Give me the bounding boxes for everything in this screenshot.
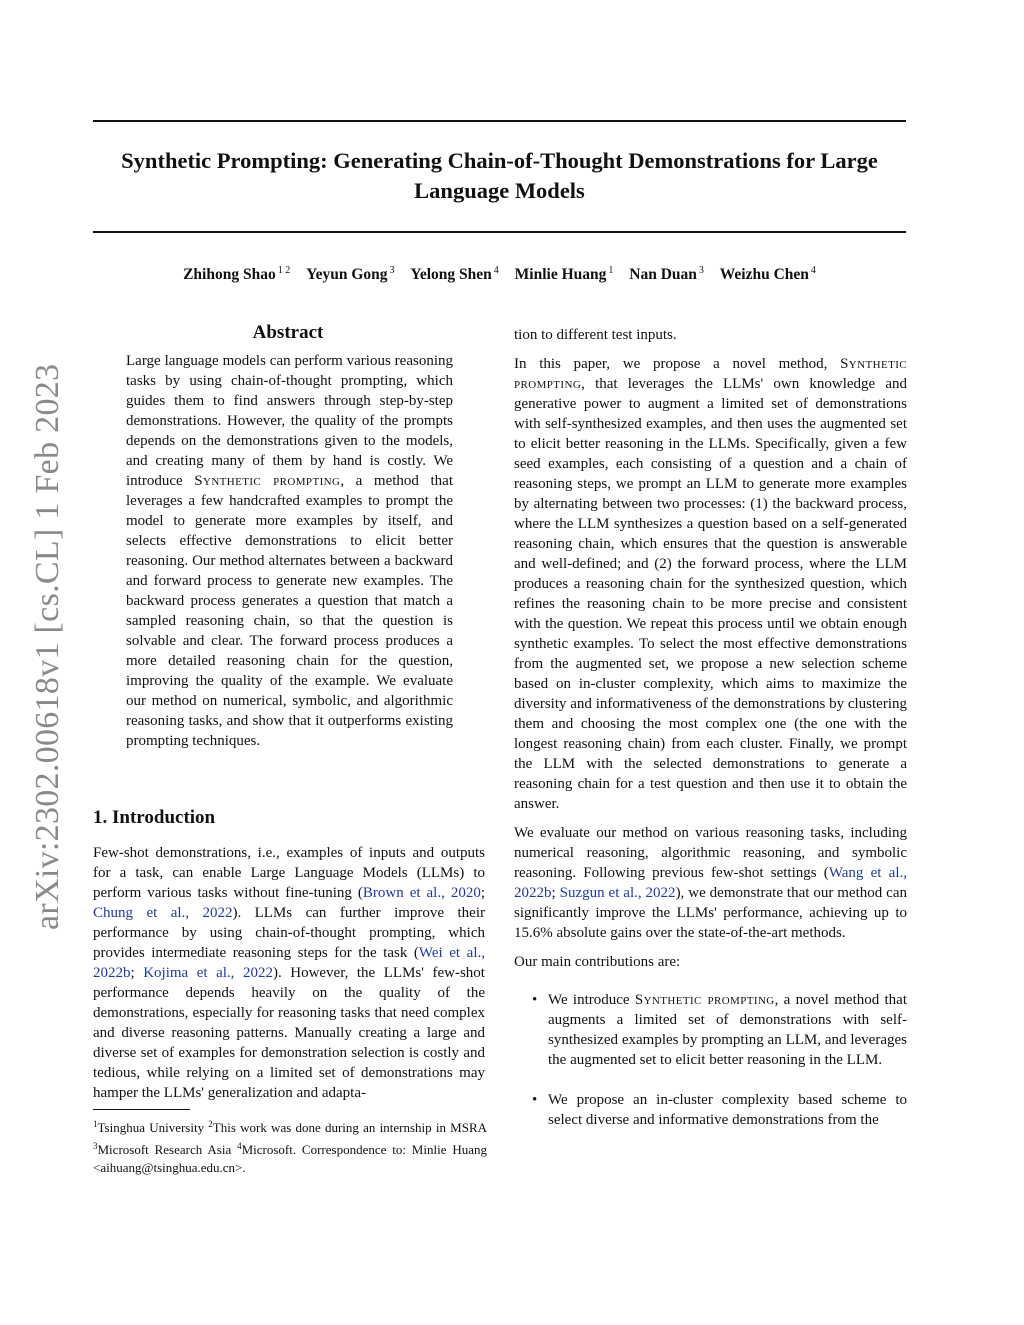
author: Zhihong Shao $^{1 2}$	[183, 265, 291, 283]
author-list	[93, 265, 906, 284]
author: Minlie Huang $^1$	[514, 265, 614, 283]
right-column	[514, 325, 907, 1150]
author: Nan Duan $^3$	[629, 265, 704, 283]
author: Yelong Shen $^4$	[410, 265, 499, 283]
list-item: • We propose an in-cluster complexity based scheme to select diverse and informative demonstrations from the	[532, 1092, 907, 1128]
citation-link[interactable]: Wei et al., 2022b	[93, 945, 485, 981]
citation-link[interactable]: Wang et al., 2022b	[514, 865, 908, 901]
author: Weizhu Chen $^4$	[719, 265, 816, 283]
intro-paragraph-1-continued: tion to different test inputs.	[514, 327, 677, 343]
abstract-heading: Abstract	[252, 322, 324, 343]
method-name: Synthetic prompting	[514, 356, 907, 392]
author: Yeyun Gong $^3$	[306, 265, 395, 283]
intro-paragraph-3: We evaluate our method on various reasoning tasks, including numerical reasoning, algorithmic reasoning, and symbolic reasoning. Following previous few-shot settings (Wang et al., 2022b; Suzgun et al., 2022), we demonstrate that our method can significantly improve the LLMs' performance, achieving up to 15.6% absolute gains over the state-of-the-art methods.	[514, 825, 908, 941]
abstract-body: Large language models can perform various reasoning tasks by using chain-of-thought prompting, which guides them to find answers through step-by-step demonstrations. However, the quality of the prompts depends on the demonstrations given to the models, and creating many of them by hand is costly. We introduce Synthetic prompting, a method that leverages a few handcrafted examples to prompt the model to generate more examples by itself, and selects effective demonstrations to elicit better reasoning. Our method alternates between a backward and forward process to generate new examples. The backward process generates a question that match a sampled reasoning chain, so that the question is solvable and clear. The forward process produces a more detailed reasoning chain for the question, improving the quality of the example. We evaluate our method on numerical, symbolic, and algorithmic reasoning tasks, and show that it outperforms existing prompting techniques.	[126, 353, 453, 749]
intro-paragraph-2: In this paper, we propose a novel method, Synthetic prompting, that leverages the LLMs' own knowledge and generative power to augment a limited set of demonstrations with self-synthesized examples, and then uses the augmented set to elicit better reasoning in the LLMs. Specifically, given a few seed examples, each consisting of a question and a chain of reasoning steps, we prompt an LLM to generate more examples by alternating between two processes: (1) the backward process, where the LLM synthesizes a question based on a self-generated reasoning chain, which ensures that the question is answerable and well-defined; and (2) the forward process, where the LLM produces a reasoning chain for the synthesized question, which refines the reasoning chain to be more precise and consistent with the question. We repeat this process until we obtain enough synthetic examples. To select the most effective demonstrations from the augmented set, we propose a new selection scheme based on in-cluster complexity, which aims to maximize the diversity and informativeness of the demonstrations by clustering them and choosing the most complex one (the one with the longest reasoning chain) from each cluster. Finally, we prompt the LLM with the selected demonstrations to generate a reasoning chain for a test question and then use it to obtain the answer.	[514, 356, 907, 812]
title-bottom-rule	[93, 231, 906, 233]
contributions-lead: Our main contributions are:	[514, 954, 681, 970]
title-top-rule	[93, 120, 906, 122]
intro-paragraph-1: Few-shot demonstrations, i.e., examples of inputs and outputs for a task, can enable Large Language Models (LLMs) to perform various tasks without fine-tuning (Brown et al., 2020; Chung et al., 2022). LLMs can further improve their performance by using chain-of-thought prompting, which provides intermediate reasoning steps for the task (Wei et al., 2022b; Kojima et al., 2022). However, the LLMs' few-shot performance depends heavily on the quality of the demonstrations, especially for reasoning tasks that need complex and diverse reasoning patterns. Manually creating a large and diverse set of examples for demonstration selection is costly and tedious, while relying on a limited set of demonstrations may hamper the LLMs' generalization and adapta-	[93, 845, 486, 1101]
arxiv-side-stamp: arXiv:2302.00618v1 [cs.CL] 1 Feb 2023	[29, 363, 66, 930]
method-name: Synthetic prompting	[194, 473, 341, 489]
paper-title: Synthetic Prompting: Generating Chain-of-Thought Demonstrations for Large Language Models	[121, 148, 878, 203]
bullet-icon: •	[532, 1092, 538, 1108]
footnote-rule	[93, 1109, 190, 1110]
citation-link[interactable]: Chung et al., 2022	[93, 905, 233, 921]
contributions-list	[514, 990, 907, 1130]
list-item: • We introduce Synthetic prompting, a novel method that augments a limited set of demonstrations with self-synthesized examples by prompting an LLM, and leverages the augmented set to elicit better reasoning in the LLM.	[532, 992, 908, 1068]
citation-link[interactable]: Suzgun et al., 2022	[559, 885, 676, 901]
bullet-icon: •	[532, 992, 538, 1008]
footnote: $^1$Tsinghua University $^2$This work was done during an internship in MSRA $^3$Microsoft Research Asia $^4$Microsoft. Correspondence to: Minlie Huang <aihuang@tsinghua.edu.cn>.	[93, 1119, 488, 1175]
section-heading-introduction: 1. Introduction	[93, 807, 216, 828]
method-name: Synthetic prompting	[634, 992, 775, 1008]
citation-link[interactable]: Kojima et al., 2022	[143, 965, 273, 981]
citation-link[interactable]: Brown et al., 2020	[362, 885, 481, 901]
